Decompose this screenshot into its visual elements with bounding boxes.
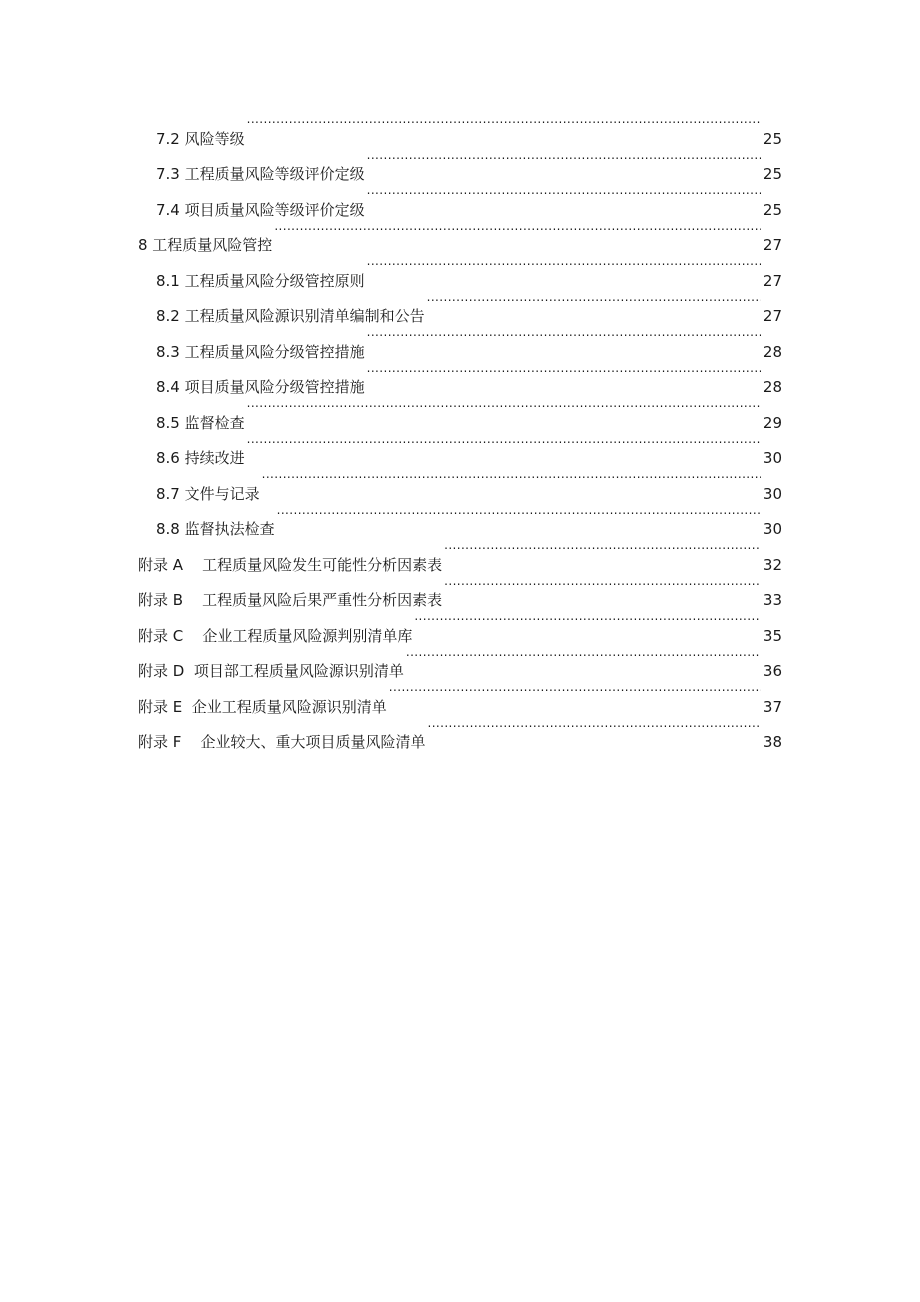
toc-dot-leader <box>262 463 761 499</box>
toc-dot-leader <box>414 605 761 641</box>
toc-dot-leader <box>367 179 761 215</box>
toc-entry-page: 30 <box>762 520 782 538</box>
toc-entry-title: 8.5 监督检查 <box>156 413 245 432</box>
toc-dot-leader <box>277 499 761 535</box>
toc-entry-page: 25 <box>762 129 782 148</box>
toc-entry-title: 附录 C 企业工程质量风险源判别清单库 <box>138 626 413 645</box>
toc-entry-title: 8.8 监督执法检查 <box>156 520 275 538</box>
toc-dot-leader <box>427 712 760 748</box>
toc-entry-title: 8.6 持续改进 <box>156 449 245 467</box>
toc-entry-page: 33 <box>762 591 782 609</box>
toc-entry-title: 8.7 文件与记录 <box>156 484 260 503</box>
toc-entry-7-2[interactable] <box>138 108 782 148</box>
toc-entry-page: 36 <box>762 662 782 680</box>
toc-dot-leader <box>406 641 761 677</box>
toc-dot-leader <box>247 392 761 428</box>
toc-entry-title: 附录 B 工程质量风险后果严重性分析因素表 <box>138 591 443 609</box>
toc-entry-title: 8.3 工程质量风险分级管控措施 <box>156 342 365 361</box>
toc-entry-page: 25 <box>762 165 782 183</box>
toc-entry-page: 30 <box>762 449 782 467</box>
table-of-contents <box>138 108 782 751</box>
toc-entry-title: 7.4 项目质量风险等级评价定级 <box>156 200 365 219</box>
toc-entry-title: 附录 A 工程质量风险发生可能性分析因素表 <box>138 555 443 574</box>
toc-dot-leader <box>389 676 761 712</box>
toc-entry-title: 7.2 风险等级 <box>156 129 245 148</box>
toc-entry-page: 28 <box>762 378 782 396</box>
toc-dot-leader <box>367 144 761 180</box>
toc-dot-leader <box>367 357 761 393</box>
toc-entry-page: 35 <box>762 626 782 645</box>
toc-entry-page: 32 <box>762 555 782 574</box>
toc-entry-title: 8 工程质量风险管控 <box>138 236 273 254</box>
toc-entry-title: 附录 D 项目部工程质量风险源识别清单 <box>138 662 404 680</box>
toc-entry-page: 38 <box>762 733 782 751</box>
toc-dot-leader <box>247 428 761 464</box>
toc-dot-leader <box>444 570 761 606</box>
toc-entry-title: 8.4 项目质量风险分级管控措施 <box>156 378 365 396</box>
toc-entry-title: 7.3 工程质量风险等级评价定级 <box>156 165 365 183</box>
toc-entry-page: 25 <box>762 200 782 219</box>
toc-entry-title: 8.1 工程质量风险分级管控原则 <box>156 271 365 290</box>
toc-entry-page: 30 <box>762 484 782 503</box>
toc-dot-leader <box>247 108 761 144</box>
toc-entry-title: 附录 E 企业工程质量风险源识别清单 <box>138 697 387 716</box>
toc-entry-page: 27 <box>762 236 782 254</box>
toc-dot-leader <box>274 215 761 251</box>
toc-entry-page: 27 <box>762 307 782 325</box>
toc-dot-leader <box>367 321 761 357</box>
toc-dot-leader <box>427 286 761 322</box>
toc-dot-leader <box>444 534 761 570</box>
toc-entry-page: 29 <box>762 413 782 432</box>
toc-entry-title: 8.2 工程质量风险源识别清单编制和公告 <box>156 307 425 325</box>
toc-entry-title: 附录 F 企业较大、重大项目质量风险清单 <box>138 733 426 751</box>
toc-entry-page: 27 <box>762 271 782 290</box>
toc-dot-leader <box>367 250 761 286</box>
toc-entry-page: 28 <box>762 342 782 361</box>
toc-entry-page: 37 <box>762 697 782 716</box>
